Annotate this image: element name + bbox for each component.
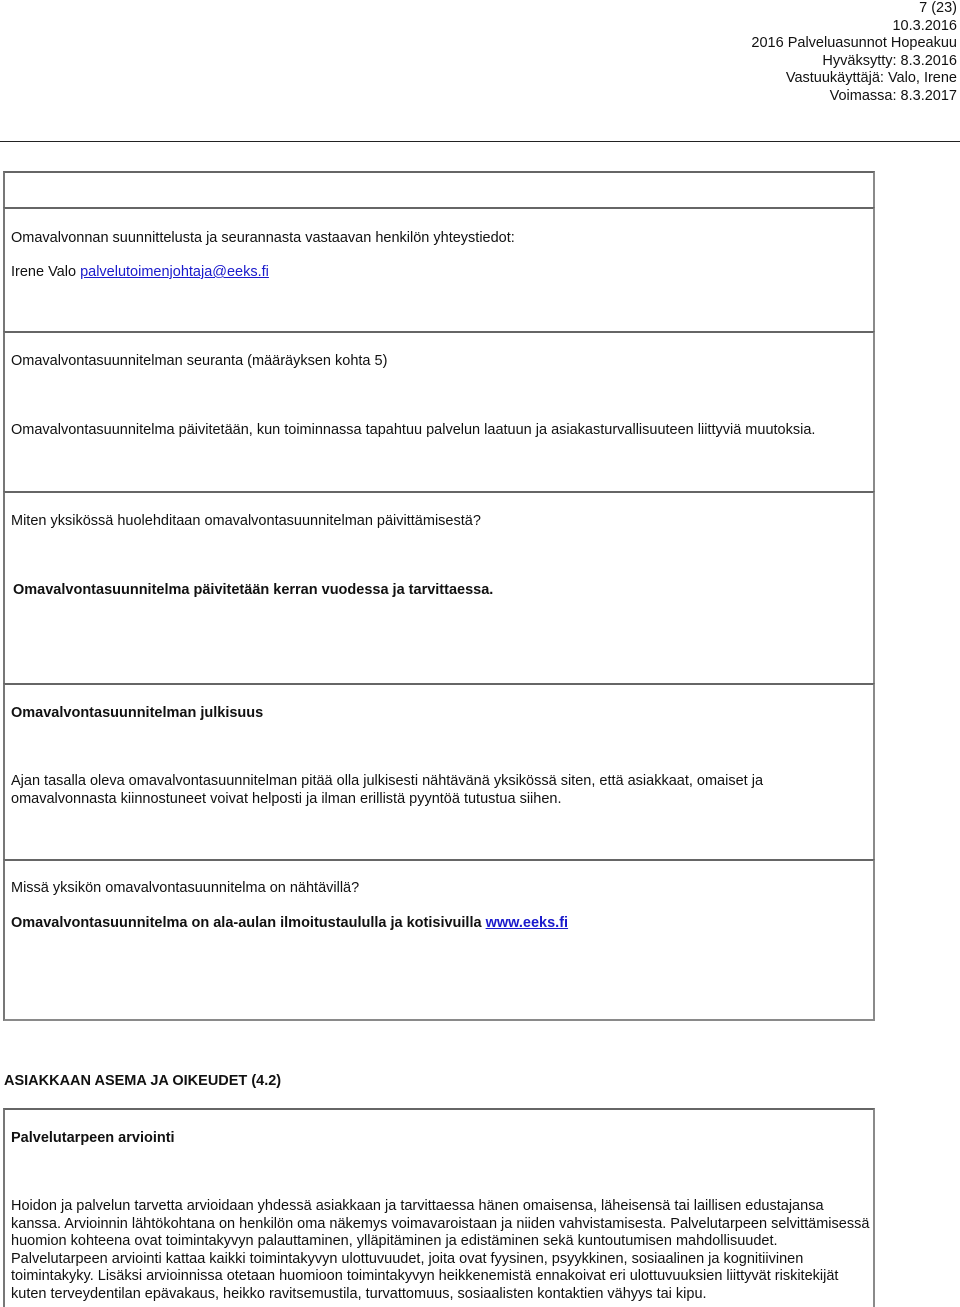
nahtavilla-question: Missä yksikön omavalvontasuunnitelma on nähtävillä? <box>11 880 360 896</box>
header-divider <box>0 141 960 142</box>
paivitys-answer: Omavalvontasuunnitelma päivitetään kerran vuodessa ja tarvittaessa. <box>13 582 494 598</box>
paivitys-question: Miten yksikössä huolehditaan omavalvontasuunnitelman päivittämisestä? <box>11 513 481 529</box>
arviointi-text: Hoidon ja palvelun tarvetta arvioidaan yhdessä asiakkaan ja tarvittaessa hänen omaisensa, läheisensä tai laillisen edustajansa kanssa. Arvioinnin lähtökohtana on henkilön oma näkemys voimavaroistaan ja niiden vahvistamisesta. Palvelutarpeen selvittämisessä huomion kohteena ovat toimintakyvyn palauttaminen, ylläpitäminen ja edistäminen sekä kuntoutumisen mahdollisuudet. Palvelutarpeen arviointi kattaa kaikki toimintakyvyn ulottuvuudet, joita ovat fyysinen, psyykkinen, sosiaalinen ja kognitiivinen toimintakyky. Lisäksi arvioinnissa otetaan huomioon toimintakyvyn heikkenemistä ennakoivat eri ulottuvuuksien liittyvät riskitekijät kuten terveydentilan epävakaus, heikko ravitsemustila, turvattomuus, sosiaalisten kontaktien vähyys tai kipu. <box>11 1198 870 1302</box>
julkisuus-box <box>3 683 875 861</box>
nahtavilla-box <box>3 859 875 1021</box>
approved-date: Hyväksytty: 8.3.2016 <box>822 52 957 69</box>
website-link[interactable]: www.eeks.fi <box>485 915 569 931</box>
paivitys-box <box>3 491 875 685</box>
nahtavilla-answer-line <box>11 915 568 931</box>
arviointi-box <box>3 1108 875 1307</box>
document-date: 10.3.2016 <box>892 17 957 34</box>
contact-email-link[interactable]: palvelutoimenjohtaja@eeks.fi <box>80 264 269 280</box>
julkisuus-title: Omavalvontasuunnitelman julkisuus <box>11 705 264 721</box>
document-header <box>751 0 957 105</box>
contact-box <box>3 207 875 333</box>
contact-heading: Omavalvonnan suunnittelusta ja seurannasta vastaavan henkilön yhteystiedot: <box>11 230 515 246</box>
arviointi-title: Palvelutarpeen arviointi <box>11 1130 175 1146</box>
nahtavilla-answer: Omavalvontasuunnitelma on ala-aulan ilmoitustaululla ja kotisivuilla <box>11 915 482 931</box>
contact-line <box>11 264 269 280</box>
page-number: 7 (23) <box>919 0 957 16</box>
contact-name: Irene Valo <box>11 264 77 280</box>
seuranta-text: Omavalvontasuunnitelma päivitetään, kun toiminnassa tapahtuu palvelun laatuun ja asiakasturvallisuuteen liittyviä muutoksia. <box>11 422 816 438</box>
valid-until: Voimassa: 8.3.2017 <box>829 87 957 104</box>
section-title-asema: ASIAKKAAN ASEMA JA OIKEUDET (4.2) <box>4 1073 282 1089</box>
empty-box <box>3 171 875 209</box>
document-title: 2016 Palveluasunnot Hopeakuu <box>751 35 957 51</box>
julkisuus-text: Ajan tasalla oleva omavalvontasuunnitelman pitää olla julkisesti nähtävänä yksikössä siten, että asiakkaat, omaiset ja omavalvonnasta kiinnostuneet voivat helposti ja ilman erillistä pyyntöä tutustua siihen. <box>11 773 764 807</box>
seuranta-box <box>3 331 875 493</box>
responsible-user: Vastuukäyttäjä: Valo, Irene <box>785 70 957 86</box>
seuranta-title: Omavalvontasuunnitelman seuranta (määräyksen kohta 5) <box>11 353 388 369</box>
